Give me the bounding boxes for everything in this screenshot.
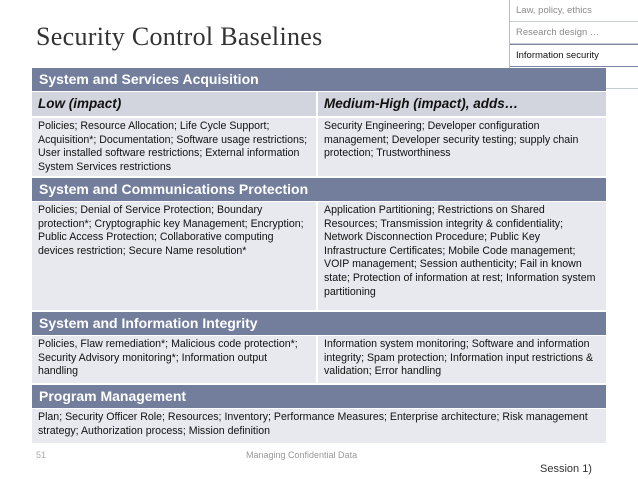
table-row bbox=[32, 118, 606, 178]
section-header-integrity: System and Information Integrity bbox=[32, 312, 606, 336]
table-row bbox=[32, 336, 606, 385]
nav-item-law-policy-ethics[interactable]: Law, policy, ethics bbox=[510, 0, 638, 22]
nav-item-information-security[interactable]: Information security bbox=[510, 44, 638, 67]
column-header-low: Low (impact) bbox=[32, 92, 318, 116]
cell-high: Information system monitoring; Software and information integrity; Spam protection; Information input restrictions & validation; Error handling bbox=[318, 336, 606, 383]
cell-full-width: Plan; Security Officer Role; Resources; Inventory; Performance Measures; Enterprise architecture; Risk management strategy; Authorization process; Mission definition bbox=[32, 409, 606, 443]
cell-low: Policies; Resource Allocation; Life Cycle Support; Acquisition*; Documentation; Software usage restrictions; User installed software restrictions; External information System Services restrictions bbox=[32, 118, 318, 176]
nav-item-research-design[interactable]: Research design … bbox=[510, 22, 638, 44]
section-header-program-management: Program Management bbox=[32, 385, 606, 409]
page-title: Security Control Baselines bbox=[36, 22, 323, 51]
cell-low: Policies; Denial of Service Protection; Boundary protection*; Cryptographic key Management; Encryption; Public Access Protection; Collaborative computing devices restriction; Secure Name resolution* bbox=[32, 202, 318, 310]
session-label: Session 1) bbox=[540, 463, 592, 475]
table-row bbox=[32, 202, 606, 312]
section-header-communications: System and Communications Protection bbox=[32, 178, 606, 202]
cell-high: Security Engineering; Developer configuration management; Developer security testing; supply chain protection; Trustworthiness bbox=[318, 118, 606, 176]
slide-number: 51 bbox=[36, 450, 47, 460]
cell-low: Policies, Flaw remediation*; Malicious code protection*; Security Advisory monitoring*; Information output handling bbox=[32, 336, 318, 383]
cell-high: Application Partitioning; Restrictions on Shared Resources; Transmission integrity & confidentiality; Network Disconnection Procedure; Public Key Infrastructure Certificates; Mobile Code management; VOIP management; Session authenticity; Fail in known state; Protection of information at rest; Information system partitioning bbox=[318, 202, 606, 310]
baselines-table bbox=[32, 68, 606, 443]
column-header-high: Medium-High (impact), adds… bbox=[318, 92, 606, 116]
footer-text: Managing Confidential Data bbox=[246, 450, 358, 460]
section-header-acquisition: System and Services Acquisition bbox=[32, 68, 606, 92]
column-header-row bbox=[32, 92, 606, 118]
